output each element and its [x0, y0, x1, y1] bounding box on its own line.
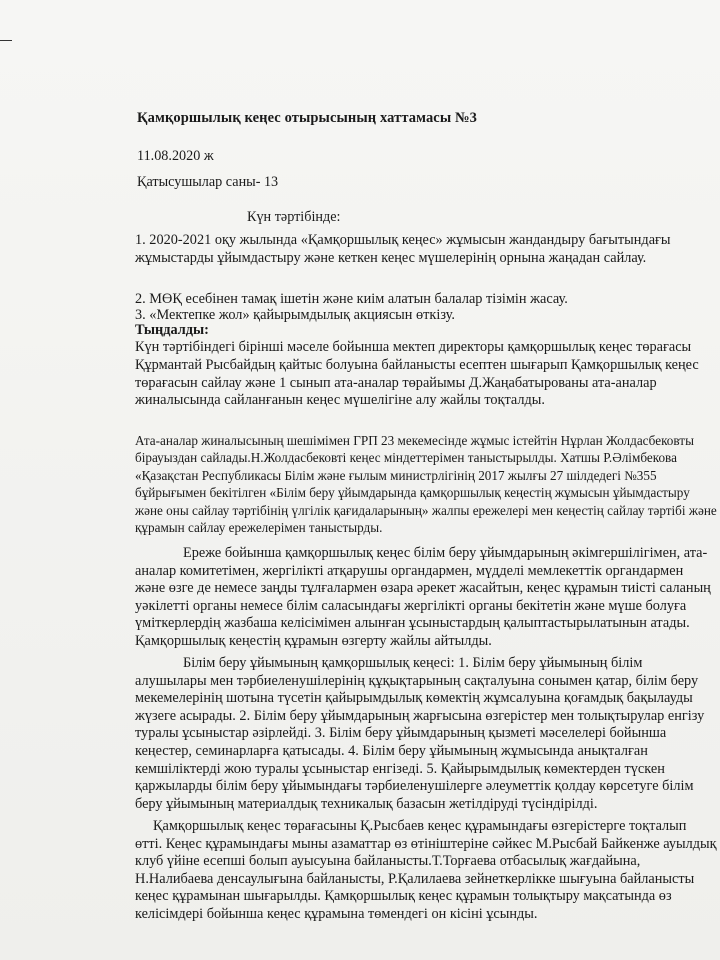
- heard-label: Тыңдалды:: [135, 322, 209, 338]
- document-title: Қамқоршылық кеңес отырысының хаттамасы №3: [137, 110, 477, 126]
- scan-edge-mark: [0, 40, 12, 41]
- paragraph: [135, 339, 717, 410]
- paragraph-text: Қамқоршылық кеңес төрағасыны Қ.Рысбаев кеңес құрамындағы өзгерістерге тоқталып өтті. Кеңес құрамындағы мыны азаматтар өз өтініштеріне сәйкес М.Рысбай Байкенже ауылдық клуб үйіне есепші болып ауысуына байланысты.Т.Торғаева отбасылық жағдайына, Н.Налибаева денсаулығына байланысты, Р.Қалилаева зейнеткерлікке шығуына байланысты кеңес құрамынан шығарылды. Қамқоршылық кеңес құрамын толықтыру мақсатында өз келісімдері бойынша кеңес құрамына төмендегі он кісіні ұсынды.: [135, 818, 717, 922]
- paragraph: [135, 432, 717, 536]
- paragraph-text: Ереже бойынша қамқоршылық кеңес білім беру ұйымдарының әкімгершілігімен, ата-аналар комитетімен, жергілікті атқарушы органдармен, мүдделі мемлекеттік органдармен және өзге де немесе заңды тұлғалармен өзара әрекет жасайтын, кеңес құрамын тиісті саланың уәкілетті органы немесе білім саласындағы жергілікті органы бекітетін және мүше болуға үміткерлердің жазбаша келісімімен алынған ұсыныстардың қалыптастырылатынын атады. Қамқоршылық кеңестің құрамын өзгерту жайлы айтылды.: [135, 545, 711, 649]
- agenda-item-2: [135, 291, 717, 309]
- paragraph-text: Ата-аналар жиналысының шешімімен ГРП 23 мекемесінде жұмыс істейтін Нұрлан Жолдасбековты бірауыздан сайлады.Н.Жолдасбековті кеңес міндеттерімен таныстырылды. Хатшы Р.Әлімбекова «Қазақстан Республикасы Білім және ғылым министрлігінің 2017 жылғы 27 шілдедегі №355 бұйрығымен бекітілген «Білім беру ұйымдарында қамқоршылық кеңестің жұмысын ұйымдастыру және оны сайлау тәртібінің үлгілік қағидаларының» жалпы ережелері мен кеңестің сайлау тәртібі және құрамын сайлау ережелерімен таныстырды.: [135, 433, 717, 536]
- agenda-heading: Күн тәртібінде:: [247, 209, 341, 225]
- paragraph: [135, 655, 717, 813]
- paragraph: [135, 818, 717, 924]
- agenda-item-3-text: 3. «Мектепке жол» қайырымдылық акциясын өткізу.: [135, 307, 455, 323]
- participants-count: Қатысушылар саны- 13: [137, 174, 279, 190]
- agenda-item-2-text: 2. МӨҚ есебінен тамақ ішетін және киім алатын балалар тізімін жасау.: [135, 291, 568, 307]
- agenda-item-1-text: 1. 2020-2021 оқу жылында «Қамқоршылық кеңес» жұмысын жандандыру бағытындағы жұмыстарды ұйымдастыру және кеткен кеңес мүшелерінің орнына жаңадан сайлау.: [135, 232, 671, 266]
- paragraph-text: Күн тәртібіндегі бірінші мәселе бойынша мектеп директоры қамқоршылық кеңес төрағасы Құрмантай Рысбайдың қайтыс болуына байланысты есептен шығарып Қамқоршылық кеңес төрағасын сайлау және 1 сынып ата-аналар төрайымы Д.Жаңабатырованы ата-аналар жиналысында сайланғанын кеңес мүшелігіне алу жайлы тоқталды.: [135, 339, 699, 409]
- document-date: 11.08.2020 ж: [137, 148, 214, 164]
- paragraph-text: Білім беру ұйымының қамқоршылық кеңесі: 1. Білім беру ұйымының білім алушылары мен тәрбиеленушілерінің құқықтарының сақталуына сонымен қатар, білім беру мекемелерінің шотына түсетін қайырымдылық көмектің жұмсалуына қоғамдық бақылауды жүзеге асырады. 2. Білім беру ұйымдарының жарғысына өзгерістер мен толықтырулар енгізу туралы ұсыныстар әзірлейді. 3. Білім беру ұйымдарының қызметі мәселелері бойынша кеңестер, семинарларға қатысады. 4. Білім беру ұйымының жұмысында анықталған кемшіліктерді жою туралы ұсыныстар енгізеді. 5. Қайырымдылық көмектерден түскен қаржыларды білім беру ұйымындағы тәрбиеленушілерге әлеуметтік қолдау көрсетуге білім беру ұйымының материалдық техникалық базасын жетілдіруді түсіндірілді.: [135, 655, 705, 812]
- paragraph: [135, 545, 717, 651]
- agenda-item-1: [135, 232, 717, 267]
